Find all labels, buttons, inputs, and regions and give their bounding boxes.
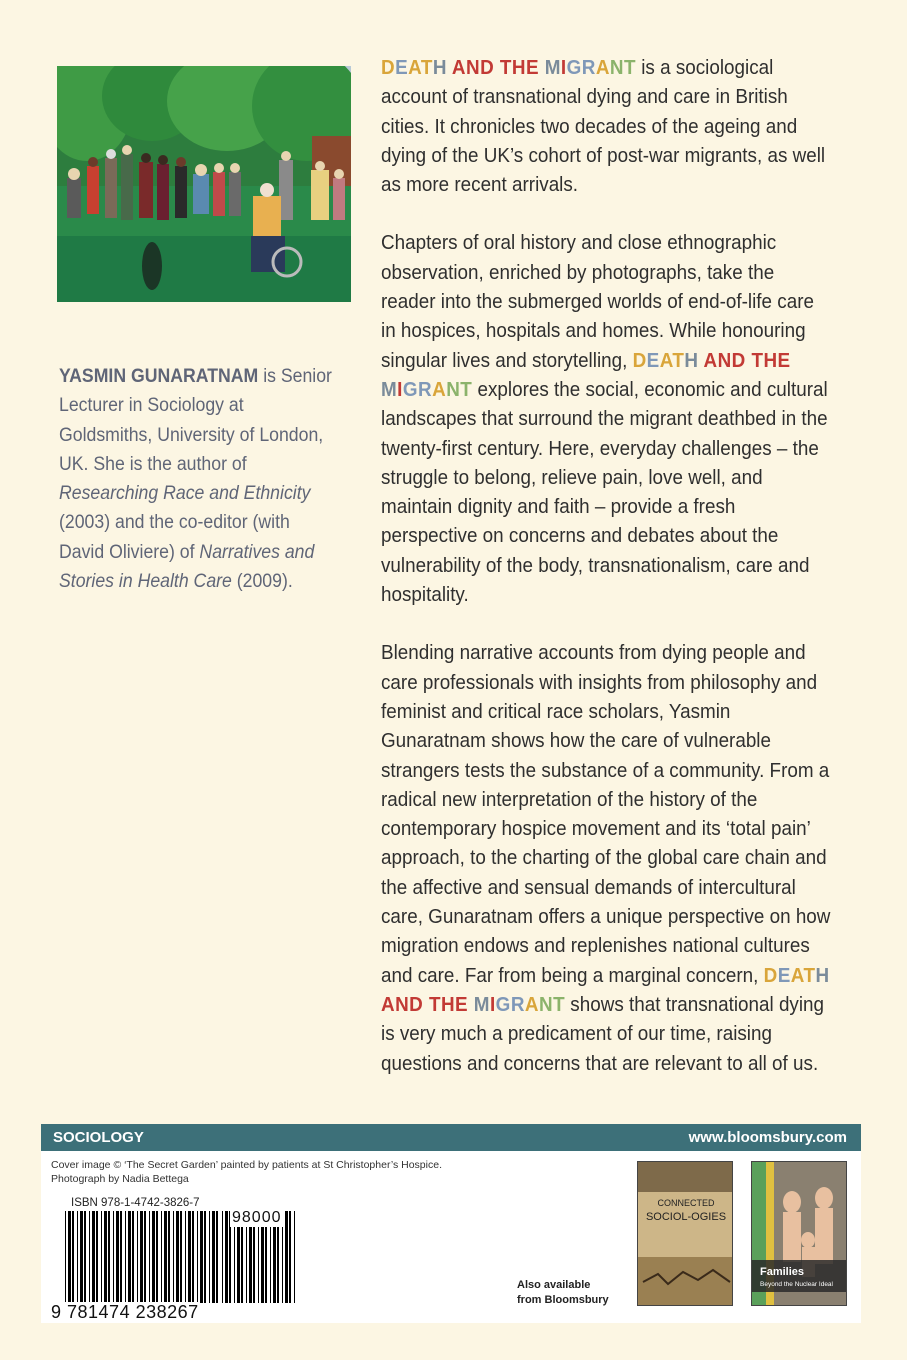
isbn-barcode (65, 1211, 221, 1303)
isbn-digits (51, 1302, 199, 1323)
barcode-bar (68, 1211, 71, 1303)
author-name: YASMIN GUNARATNAM (59, 366, 259, 387)
title-letter: N (609, 56, 624, 79)
title-letter: I (397, 377, 403, 401)
barcode-bar (84, 1211, 86, 1303)
title-letter: R (581, 56, 596, 79)
barcode-bar (294, 1211, 295, 1303)
title-letter: G (495, 992, 511, 1016)
title-letter: N (717, 348, 732, 372)
title-letter: T (428, 992, 441, 1016)
title-letter: N (465, 56, 481, 79)
related-book-cover[interactable] (637, 1161, 733, 1306)
title-letter: D (381, 56, 396, 79)
barcode-bar (144, 1211, 146, 1303)
title-letter: N (538, 992, 554, 1016)
barcode-bar (101, 1211, 102, 1303)
barcode-bar (125, 1211, 126, 1303)
title-letter: T (460, 377, 473, 401)
title-letter: A (381, 992, 396, 1016)
also-available-line: from Bloomsbury (517, 1294, 609, 1306)
title-letter: T (553, 992, 566, 1016)
title-letter: N (395, 992, 410, 1016)
title-letter: D (763, 963, 778, 987)
author-bio-text: (2003) and the co-editor (with David Oliviere) of (59, 512, 290, 563)
cover-credit (51, 1158, 442, 1186)
title-letter: M (473, 992, 490, 1016)
title-letter: H (511, 56, 526, 79)
title-letter: G (566, 56, 582, 79)
blurb-paragraph-2 (381, 228, 832, 609)
price-addon-digits: 98000 (232, 1209, 282, 1226)
title-letter: R (510, 992, 525, 1016)
barcode-bar (92, 1211, 95, 1303)
related-book-title-top: CONNECTED (657, 1198, 715, 1208)
barcode-bar (204, 1211, 206, 1303)
barcode-bar (108, 1211, 110, 1303)
title-letter: D (731, 348, 746, 372)
title-letter: D (409, 992, 424, 1016)
barcode-bar (285, 1211, 288, 1303)
bottom-panel (41, 1151, 861, 1323)
title-letter: M (381, 377, 398, 401)
title-letter: H (440, 992, 456, 1016)
author-book-title: Narratives and Stories in Health Care (59, 541, 315, 593)
barcode-bar (65, 1211, 66, 1303)
barcode-bar (156, 1211, 158, 1303)
also-available-label (517, 1278, 609, 1308)
barcode-bar (137, 1211, 138, 1303)
book-blurb (381, 53, 832, 1107)
related-book-title: SOCIOL-OGIES (645, 1211, 727, 1223)
blurb-text: Blending narrative accounts from dying people and care professionals with insights from philosophy and feminist and critical race scholars, Yasmin Gunaratnam shows how the care of vulnerable strangers tests the substance of a community. From a radical new interpretation of the history of the contemporary hospice movement and its ‘total pain’ approach, to the charting of the global care chain and the affective and sensual demands of intercultural care, Gunaratnam offers a unique perspective on how migration endows and replenishes national cultures and care. Far from being a marginal concern, (381, 641, 831, 987)
barcode-bar (164, 1211, 167, 1303)
title-letter: H (763, 348, 778, 372)
title-letter: E (777, 348, 791, 372)
barcode-bar (185, 1211, 186, 1303)
title-letter: R (418, 377, 433, 401)
title-letter: D (480, 56, 495, 79)
barcode-bar (152, 1211, 155, 1303)
title-letter: A (703, 348, 718, 372)
related-book-cover[interactable] (751, 1161, 847, 1306)
barcode-bar (80, 1211, 83, 1303)
barcode-bar (128, 1211, 131, 1303)
barcode-bar (77, 1211, 78, 1303)
barcode-bar (140, 1211, 143, 1303)
barcode-bar (216, 1211, 218, 1303)
barcode-bar (104, 1211, 107, 1303)
barcode-bar (212, 1211, 215, 1303)
title-letter: G (402, 377, 419, 401)
barcode-bar (188, 1211, 191, 1303)
title-letter: T (420, 56, 433, 79)
barcode-bar (209, 1211, 210, 1303)
blurb-paragraph-3 (381, 638, 832, 1077)
title-letter: I (489, 992, 496, 1016)
title-letter: N (446, 377, 461, 401)
title-letter: E (646, 348, 660, 372)
barcode-bar (113, 1211, 114, 1303)
title-letter: E (455, 992, 469, 1016)
title-letter: A (790, 963, 804, 987)
author-bio-text: (2009). (231, 571, 293, 593)
barcode-bar (180, 1211, 182, 1303)
related-book-subtitle: Beyond the Nuclear Ideal (760, 1281, 833, 1288)
blurb-text: Chapters of oral history and close ethnographic observation, enriched by photographs, take the reader into the submerged worlds of end-of-life care in hospices, hospitals and homes. While honouring singular lives and storytelling, (381, 231, 814, 372)
title-letter: T (672, 348, 685, 372)
isbn-digits-text: 9 781474 238267 (51, 1302, 199, 1322)
title-letter: T (803, 963, 816, 987)
book-title-reference (381, 56, 636, 79)
author-book-title: Researching Race and Ethnicity (59, 483, 311, 505)
barcode-bar (173, 1211, 174, 1303)
subject-category: SOCIOLOGY (53, 1129, 144, 1146)
blurb-paragraph-1 (381, 53, 832, 199)
barcode-bar (200, 1211, 203, 1303)
barcode-bar (192, 1211, 194, 1303)
barcode-bar (222, 1211, 223, 1303)
blurb-text: is a sociological account of transnational dying and care in British cities. It chronicles two decades of the ageing and dying of the UK’s cohort of post-war migrants, as well as more recent arrivals. (381, 56, 826, 197)
barcode-bar (116, 1211, 119, 1303)
blurb-text: shows that transnational dying is very much a predicament of our time, raising questions and concerns that are relevant to all of us. (381, 992, 825, 1075)
blurb-text: explores the social, economic and cultural landscapes that surround the migrant deathbed in the twenty-first century. Here, everyday challenges – the struggle to belong, relieve pain, love well, and maintain dignity and faith – provide a fresh perspective on concerns and debates about the vulnerability of the body, transnationalism, care and hospitality. (381, 377, 828, 607)
title-letter: I (560, 56, 567, 79)
title-letter: D (632, 348, 647, 372)
author-bio-text: is Senior Lecturer in Sociology at Goldsmiths, University of London, UK. She is the author of (59, 366, 332, 475)
also-available-line: Also available (517, 1279, 591, 1291)
barcode-bar (161, 1211, 162, 1303)
cover-painting-image (57, 66, 351, 302)
related-book-title: Families (760, 1266, 805, 1278)
title-letter: H (432, 56, 447, 79)
isbn-label: ISBN 978-1-4742-3826-7 (71, 1197, 200, 1209)
author-bio (59, 362, 338, 596)
title-letter: A (451, 56, 466, 79)
barcode-bar (96, 1211, 98, 1303)
publisher-website-link[interactable]: www.bloomsbury.com (688, 1129, 847, 1146)
title-letter: T (499, 56, 512, 79)
barcode-bar (72, 1211, 74, 1303)
title-letter: H (815, 963, 830, 987)
barcode-bar (120, 1211, 122, 1303)
barcode-bar (176, 1211, 179, 1303)
title-letter: A (432, 377, 447, 401)
barcode-bar (149, 1211, 150, 1303)
cover-credit-line: Cover image © ‘The Secret Garden’ painted by patients at St Christopher’s Hospice. (51, 1159, 442, 1171)
title-letter: M (544, 56, 561, 79)
title-letter: A (659, 348, 673, 372)
title-letter: T (751, 348, 764, 372)
barcode-bar (132, 1211, 134, 1303)
photo-credit-line: Photograph by Nadia Bettega (51, 1173, 189, 1185)
title-letter: A (408, 56, 421, 79)
title-letter: E (395, 56, 409, 79)
title-letter: E (525, 56, 540, 79)
title-letter: E (777, 963, 791, 987)
barcode-bar (168, 1211, 170, 1303)
title-letter: T (623, 56, 636, 79)
subject-bar (41, 1124, 861, 1151)
barcode-bar (225, 1211, 228, 1303)
title-letter: A (524, 992, 539, 1016)
title-letter: H (684, 348, 699, 372)
barcode-bar (197, 1211, 198, 1303)
title-letter: A (595, 56, 610, 79)
barcode-bar (89, 1211, 90, 1303)
barcode-bar (289, 1211, 291, 1303)
